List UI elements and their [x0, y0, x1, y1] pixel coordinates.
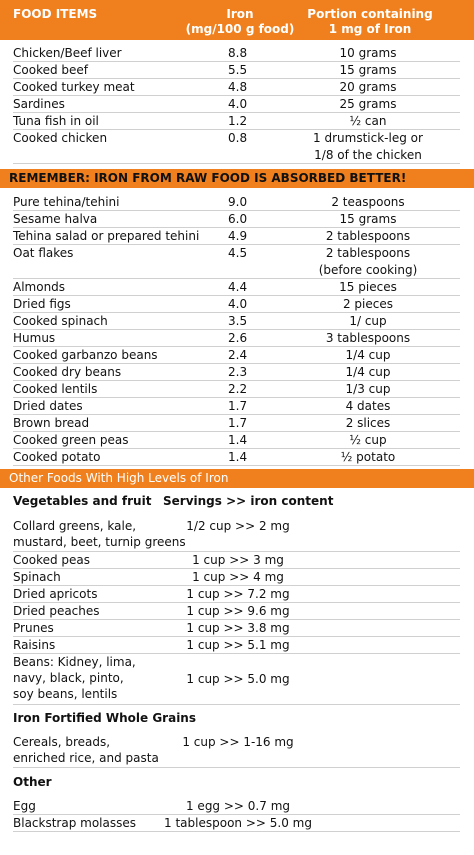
food-name: Cooked potato — [13, 450, 101, 464]
veg-heading: Vegetables and fruit — [13, 494, 152, 508]
serving-row — [13, 603, 460, 620]
serving-food-name: Beans: Kidney, lima, navy, black, pinto, soy beans, lentils — [13, 655, 136, 701]
food-row — [13, 432, 460, 449]
serving-food-name: Cereals, breads, enriched rice, and pasta — [13, 735, 159, 765]
iron-value: 1.7 — [228, 416, 248, 430]
serving-food-name: Dried apricots — [13, 587, 98, 601]
portion-value: 2 tablespoons — [325, 246, 411, 260]
iron-value: 4.4 — [228, 280, 248, 294]
serving-value: 1 cup >> 3 mg — [192, 553, 284, 567]
portion-value: 2 tablespoons — [325, 229, 411, 243]
food-name: Cooked green peas — [13, 433, 129, 447]
food-name: Pure tehina/tehini — [13, 195, 120, 209]
serving-value: 1 cup >> 4 mg — [192, 570, 284, 584]
portion-value: ½ can — [349, 114, 387, 128]
serving-row — [13, 637, 460, 654]
iron-value: 3.5 — [228, 314, 248, 328]
portion-value: 2 slices — [345, 416, 391, 430]
food-row — [13, 381, 460, 398]
portion-value: 15 grams — [339, 212, 397, 226]
food-name: Dried dates — [13, 399, 83, 413]
iron-value: 1.2 — [228, 114, 248, 128]
serving-value: 1 egg >> 0.7 mg — [185, 799, 290, 813]
iron-value: 1.4 — [228, 450, 248, 464]
food-row — [13, 245, 460, 279]
portion-value: 2 teaspoons — [331, 195, 405, 209]
portion-value: ½ potato — [340, 450, 396, 464]
portion-value: 25 grams — [339, 97, 397, 111]
serving-value: 1 cup >> 7.2 mg — [186, 587, 290, 601]
food-name: Cooked spinach — [13, 314, 108, 328]
food-name: Cooked dry beans — [13, 365, 122, 379]
iron-value: 4.9 — [228, 229, 248, 243]
serving-value: 1 cup >> 3.8 mg — [186, 621, 290, 635]
food-row — [13, 194, 460, 211]
iron-value: 1.7 — [228, 399, 248, 413]
portion-value-2: 1/8 of the chicken — [314, 148, 422, 162]
portion-value: ½ cup — [349, 433, 387, 447]
table-header — [0, 0, 474, 40]
food-name: Chicken/Beef liver — [13, 46, 122, 60]
raw-food-banner — [0, 169, 474, 188]
iron-value: 4.0 — [228, 97, 248, 111]
serving-food-name: Egg — [13, 799, 36, 813]
food-name: Cooked garbanzo beans — [13, 348, 158, 362]
iron-value: 4.8 — [228, 80, 248, 94]
serving-food-name: Blackstrap molasses — [13, 816, 136, 830]
food-row — [13, 45, 460, 62]
food-row — [13, 449, 460, 466]
iron-value: 2.4 — [228, 348, 248, 362]
other-foods-banner-text: Other Foods With High Levels of Iron — [9, 471, 229, 485]
serving-food-name: Cooked peas — [13, 553, 91, 567]
food-row — [13, 313, 460, 330]
food-name: Oat flakes — [13, 246, 74, 260]
servings-heading: Servings >> iron content — [163, 494, 334, 508]
food-row — [13, 296, 460, 313]
serving-row — [13, 654, 460, 705]
food-name: Cooked lentils — [13, 382, 98, 396]
food-row — [13, 79, 460, 96]
serving-row — [13, 569, 460, 586]
portion-value: 1/3 cup — [345, 382, 391, 396]
serving-value: 1 tablespoon >> 5.0 mg — [164, 816, 312, 830]
iron-value: 0.8 — [228, 131, 248, 145]
food-name: Tuna fish in oil — [13, 114, 99, 128]
food-name: Dried figs — [13, 297, 71, 311]
serving-row — [13, 518, 460, 552]
iron-unit-header: (mg/100 g food) — [185, 22, 295, 36]
serving-food-name: Dried peaches — [13, 604, 100, 618]
food-row — [13, 415, 460, 432]
portion-value: 10 grams — [339, 46, 397, 60]
other-heading: Other — [13, 775, 52, 789]
food-name: Sardines — [13, 97, 65, 111]
food-name: Tehina salad or prepared tehini — [13, 229, 200, 243]
food-row — [13, 228, 460, 245]
serving-row — [13, 552, 460, 569]
portion-value: 1/4 cup — [345, 348, 391, 362]
food-row — [13, 364, 460, 381]
portion-value: 1/4 cup — [345, 365, 391, 379]
serving-value: 1 cup >> 1-16 mg — [182, 735, 294, 749]
serving-food-name: Spinach — [13, 570, 61, 584]
portion-value: 15 grams — [339, 63, 397, 77]
food-name: Brown bread — [13, 416, 90, 430]
food-name: Almonds — [13, 280, 66, 294]
other-foods-banner — [0, 469, 474, 488]
serving-row — [13, 586, 460, 603]
serving-food-name: Raisins — [13, 638, 56, 652]
serving-row — [13, 815, 460, 832]
iron-value: 2.6 — [228, 331, 248, 345]
food-row — [13, 279, 460, 296]
portion-unit-header: 1 mg of Iron — [328, 22, 412, 36]
portion-value-2: (before cooking) — [318, 263, 418, 277]
food-name: Cooked chicken — [13, 131, 108, 145]
iron-value: 4.0 — [228, 297, 248, 311]
serving-row — [13, 734, 460, 768]
portion-value: 2 pieces — [342, 297, 393, 311]
serving-food-name: Prunes — [13, 621, 54, 635]
food-row — [13, 330, 460, 347]
iron-value: 1.4 — [228, 433, 248, 447]
portion-value: 1 drumstick-leg or — [313, 131, 423, 145]
iron-value: 8.8 — [228, 46, 248, 60]
food-row — [13, 347, 460, 364]
iron-value: 2.2 — [228, 382, 248, 396]
serving-value: 1 cup >> 9.6 mg — [186, 604, 290, 618]
food-name: Cooked turkey meat — [13, 80, 135, 94]
food-items-header: FOOD ITEMS — [13, 7, 98, 21]
food-name: Humus — [13, 331, 56, 345]
food-row — [13, 130, 460, 164]
iron-value: 6.0 — [228, 212, 248, 226]
serving-value: 1 cup >> 5.0 mg — [186, 672, 290, 686]
serving-row — [13, 798, 460, 815]
food-row — [13, 113, 460, 130]
food-name: Sesame halva — [13, 212, 98, 226]
portion-value: 3 tablespoons — [325, 331, 411, 345]
iron-header: Iron — [226, 7, 254, 21]
portion-header: Portion containing — [307, 7, 433, 21]
food-row — [13, 398, 460, 415]
iron-value: 9.0 — [228, 195, 248, 209]
food-row — [13, 211, 460, 228]
portion-value: 4 dates — [345, 399, 391, 413]
food-row — [13, 96, 460, 113]
iron-value: 2.3 — [228, 365, 248, 379]
portion-value: 1/ cup — [349, 314, 387, 328]
iron-value: 5.5 — [228, 63, 248, 77]
serving-value: 1 cup >> 5.1 mg — [186, 638, 290, 652]
serving-food-name: Collard greens, kale, mustard, beet, turnip greens — [13, 519, 186, 549]
portion-value: 15 pieces — [339, 280, 397, 294]
serving-value: 1/2 cup >> 2 mg — [186, 519, 290, 533]
portion-value: 20 grams — [339, 80, 397, 94]
serving-row — [13, 620, 460, 637]
iron-value: 4.5 — [228, 246, 248, 260]
raw-food-banner-text: REMEMBER: IRON FROM RAW FOOD IS ABSORBED BETTER! — [9, 171, 407, 185]
grains-heading: Iron Fortified Whole Grains — [13, 711, 196, 725]
food-name: Cooked beef — [13, 63, 89, 77]
food-row — [13, 62, 460, 79]
